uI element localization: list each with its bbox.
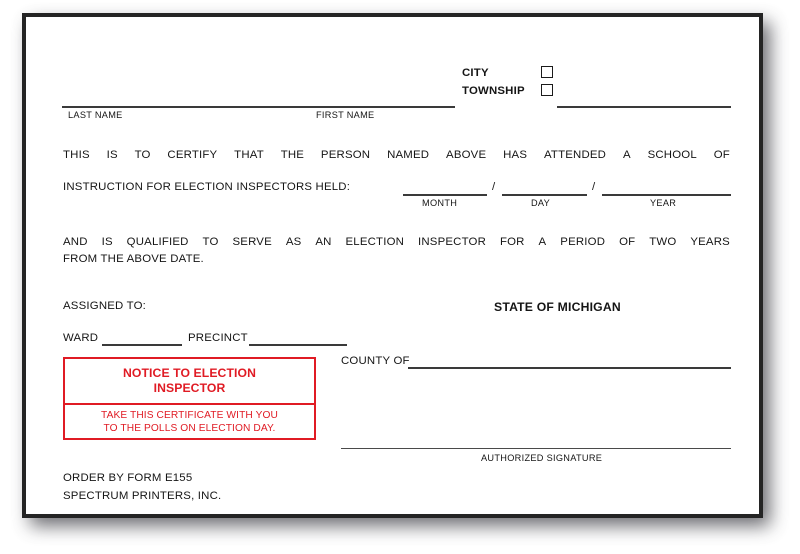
assigned-to-label: ASSIGNED TO: bbox=[63, 300, 147, 312]
day-blank-line[interactable] bbox=[502, 194, 587, 196]
year-blank-line[interactable] bbox=[602, 194, 731, 196]
township-checkbox[interactable] bbox=[541, 84, 553, 96]
qualified-word: FOR bbox=[499, 236, 525, 248]
qualified-word: OF bbox=[619, 236, 636, 248]
qualified-word: PERIOD bbox=[560, 236, 606, 248]
qualified-word: AND bbox=[63, 236, 88, 248]
certify-line-1 bbox=[63, 149, 730, 161]
ward-blank-line[interactable] bbox=[102, 344, 182, 346]
state-of-michigan-label: STATE OF MICHIGAN bbox=[494, 300, 621, 314]
qualified-word: SERVE bbox=[232, 236, 272, 248]
qualified-line-1 bbox=[63, 236, 730, 248]
certify-word: NAMED bbox=[387, 149, 430, 161]
name-blank-line[interactable] bbox=[62, 106, 455, 108]
certify-word: A bbox=[622, 149, 631, 161]
certificate-card-inner bbox=[26, 17, 759, 514]
date-separator-2: / bbox=[592, 181, 596, 193]
qualified-word: A bbox=[538, 236, 547, 248]
printer-name-line: SPECTRUM PRINTERS, INC. bbox=[63, 490, 222, 502]
city-checkbox[interactable] bbox=[541, 66, 553, 78]
qualified-word: IS bbox=[101, 236, 113, 248]
qualified-word: YEARS bbox=[690, 236, 730, 248]
notice-body-line-2: TO THE POLLS ON ELECTION DAY. bbox=[103, 422, 276, 434]
year-label: YEAR bbox=[650, 198, 677, 208]
qualified-word: QUALIFIED bbox=[126, 236, 189, 248]
date-separator-1: / bbox=[492, 181, 496, 193]
certify-word: OF bbox=[713, 149, 730, 161]
right-blank-line[interactable] bbox=[557, 106, 731, 108]
signature-line[interactable] bbox=[341, 448, 731, 449]
notice-to-election-inspector-box bbox=[63, 357, 316, 440]
notice-heading bbox=[65, 359, 314, 405]
notice-body-line-1: TAKE THIS CERTIFICATE WITH YOU bbox=[101, 409, 278, 421]
qualified-word: TO bbox=[202, 236, 219, 248]
certify-word: IS bbox=[106, 149, 118, 161]
precinct-label: PRECINCT bbox=[188, 332, 248, 344]
certify-word: THE bbox=[280, 149, 305, 161]
certify-word: SCHOOL bbox=[647, 149, 697, 161]
day-label: DAY bbox=[531, 198, 551, 208]
certify-word: CERTIFY bbox=[167, 149, 218, 161]
qualified-word: TWO bbox=[649, 236, 677, 248]
month-blank-line[interactable] bbox=[403, 194, 487, 196]
certificate-card bbox=[22, 13, 763, 518]
certify-word: THIS bbox=[63, 149, 90, 161]
authorized-signature-caption: AUTHORIZED SIGNATURE bbox=[481, 453, 603, 463]
certify-word: ATTENDED bbox=[543, 149, 607, 161]
qualified-word: AS bbox=[285, 236, 302, 248]
county-of-label: COUNTY OF bbox=[341, 355, 410, 367]
certify-word: THAT bbox=[234, 149, 264, 161]
certify-word: HAS bbox=[503, 149, 528, 161]
qualified-line-2: FROM THE ABOVE DATE. bbox=[63, 253, 204, 265]
qualified-word: ELECTION bbox=[345, 236, 405, 248]
order-form-line: ORDER BY FORM E155 bbox=[63, 472, 193, 484]
notice-body bbox=[65, 405, 314, 438]
precinct-blank-line[interactable] bbox=[249, 344, 347, 346]
city-label: CITY bbox=[462, 67, 489, 79]
qualified-word: INSPECTOR bbox=[418, 236, 487, 248]
first-name-label: FIRST NAME bbox=[316, 110, 375, 120]
notice-heading-line-1: NOTICE TO ELECTION bbox=[123, 366, 256, 380]
ward-label: WARD bbox=[63, 332, 99, 344]
certify-word: ABOVE bbox=[446, 149, 487, 161]
last-name-label: LAST NAME bbox=[68, 110, 123, 120]
certify-word: TO bbox=[134, 149, 151, 161]
county-blank-line[interactable] bbox=[408, 367, 731, 369]
notice-heading-line-2: INSPECTOR bbox=[153, 381, 226, 395]
certify-word: PERSON bbox=[320, 149, 371, 161]
township-label: TOWNSHIP bbox=[462, 85, 525, 97]
month-label: MONTH bbox=[422, 198, 458, 208]
instruction-prefix: INSTRUCTION FOR ELECTION INSPECTORS HELD: bbox=[63, 181, 351, 193]
qualified-word: AN bbox=[315, 236, 332, 248]
